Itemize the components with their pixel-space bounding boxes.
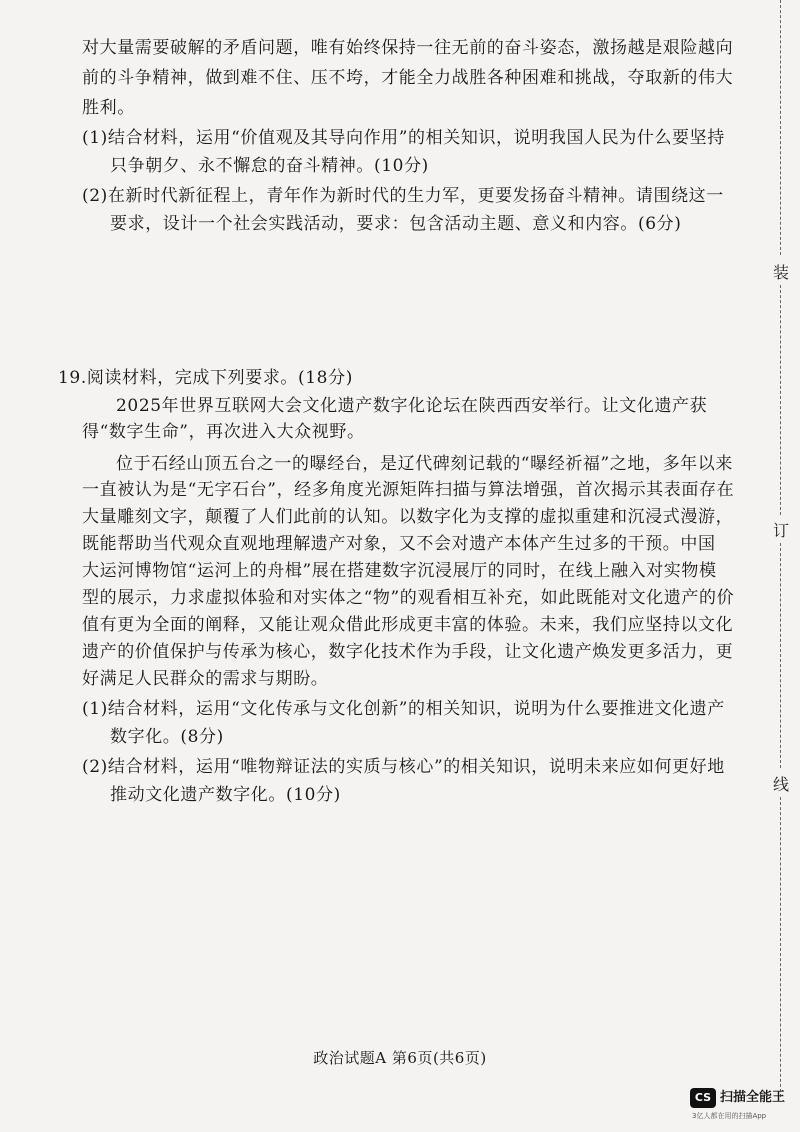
binding-line	[780, 543, 781, 768]
camscanner-logo-icon: CS	[690, 1088, 716, 1108]
q19-subquestion-2: (2)结合材料，运用“唯物辩证法的实质与核心”的相关知识，说明未来应如何更好地	[82, 757, 725, 777]
q18-subquestion-1-cont: 只争朝夕、永不懈怠的奋斗精神。(10分)	[110, 156, 429, 176]
q19-para2-line: 型的展示，力求虚拟体验和对实体之“物”的观看相互补充，如此既能对文化遗产的价	[82, 588, 735, 608]
q19-para1-line: 2025年世界互联网大会文化遗产数字化论坛在陕西西安举行。让文化遗产获	[116, 396, 708, 416]
q19-subquestion-1: (1)结合材料，运用“文化传承与文化创新”的相关知识，说明为什么要推进文化遗产	[82, 699, 725, 719]
q19-para2-line: 位于石经山顶五台之一的曝经台，是辽代碑刻记载的“曝经祈福”之地，多年以来	[116, 454, 733, 474]
q19-para2-line: 遗产的价值保护与传承为核心，数字化技术作为手段，让文化遗产焕发更多活力，更	[82, 642, 734, 662]
q19-subquestion-1-cont: 数字化。(8分)	[110, 727, 224, 747]
binding-line	[780, 285, 781, 515]
watermark-app-name: 扫描全能王	[720, 1090, 786, 1105]
q19-para2-line: 好满足人民群众的需求与期盼。	[82, 669, 329, 689]
q18-subquestion-1: (1)结合材料，运用“价值观及其导向作用”的相关知识，说明我国人民为什么要坚持	[82, 128, 725, 148]
q19-title: 19.阅读材料，完成下列要求。(18分)	[58, 368, 353, 388]
q19-para2-line: 值有更为全面的阐释，又能让观众借此形成更丰富的体验。未来，我们应坚持以文化	[82, 615, 734, 635]
q19-para2-line: 大运河博物馆“运河上的舟楫”展在搭建数字沉浸展厅的同时，在线上融入对实物模	[82, 561, 717, 581]
q18-material-line: 前的斗争精神，做到难不住、压不垮，才能全力战胜各种困难和挑战，夺取新的伟大	[82, 68, 734, 88]
scanner-watermark	[690, 1085, 796, 1125]
q18-material-line: 对大量需要破解的矛盾问题，唯有始终保持一往无前的奋斗姿态，激扬越是艰险越向	[82, 38, 734, 58]
binding-label-ding: 订	[773, 521, 790, 540]
q19-subquestion-2-cont: 推动文化遗产数字化。(10分)	[110, 785, 341, 805]
binding-label-xian: 线	[773, 775, 790, 794]
q19-para2-line: 既能帮助当代观众直观地理解遗产对象，又不会对遗产本体产生过多的干预。中国	[82, 534, 716, 554]
q18-material-line: 胜利。	[82, 98, 135, 118]
binding-line	[780, 0, 781, 255]
q19-para2-line: 一直被认为是“无字石台”，经多角度光源矩阵扫描与算法增强，首次揭示其表面存在	[82, 480, 735, 500]
page-footer: 政治试题A 第6页(共6页)	[313, 1049, 487, 1067]
q19-para1-line: 得“数字生命”，再次进入大众视野。	[82, 422, 365, 442]
q18-subquestion-2: (2)在新时代新征程上，青年作为新时代的生力军，更要发扬奋斗精神。请围绕这一	[82, 186, 724, 206]
binding-label-zhuang: 装	[773, 263, 790, 282]
q18-subquestion-2-cont: 要求，设计一个社会实践活动，要求：包含活动主题、意义和内容。(6分)	[110, 214, 682, 234]
watermark-tagline: 3亿人都在用的扫描App	[692, 1112, 767, 1120]
q19-para2-line: 大量雕刻文字，颠覆了人们此前的认知。以数字化为支撑的虚拟重建和沉浸式漫游，	[82, 507, 734, 527]
